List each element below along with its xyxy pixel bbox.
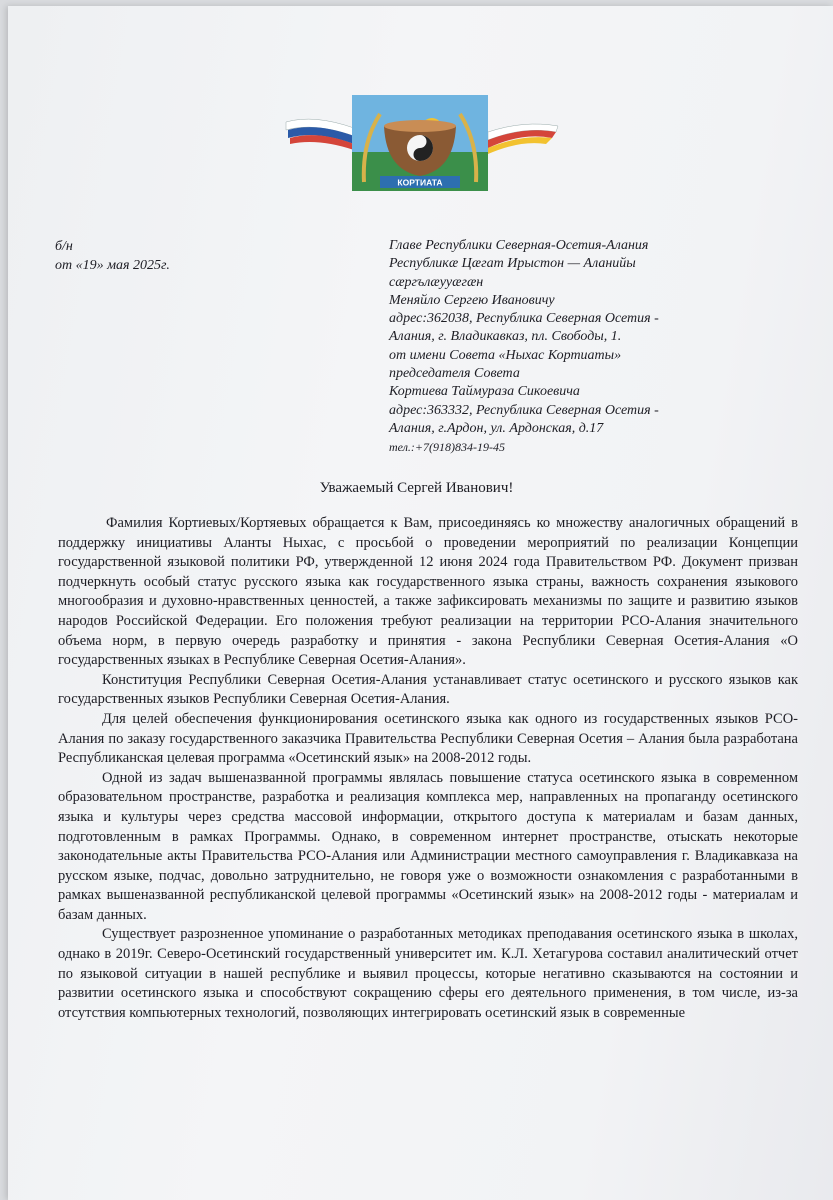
reference-number: б/н — [55, 239, 73, 254]
addressee-line: Республикæ Цæгат Ирыстон — Аланийы — [389, 256, 636, 272]
body-paragraph: Фамилия Кортиевых/Кортяевых обращается к Вам, присоединяясь ко множеству аналогичных обращений в поддержку инициативы Аланты Ныхас, с просьбой о проведении мероприятий по реализации Концепции государственной языковой политики РФ, утвержденной 12 июня 2024 года Правительством РФ. Документ призван подчеркнуть особый статус русского языка как государственного языка страны, важность сохранения языкового многообразия и духовно-нравственных ценностей, а также зафиксировать механизмы по защите и развитию языков народов Российской Федерации. Его положения требуют реализации на территории РСО-Алания значительного объема норм, в первую очередь разработку и принятия - закона Республики Северная Осетия-Алания «О государственных языках в Республике Северная Осетия-Алания». — [58, 515, 798, 669]
addressee-line: председателя Совета — [389, 366, 520, 382]
addressee-line: Меняйло Сергею Ивановичу — [389, 292, 555, 308]
addressee-line: Главе Республики Северная-Осетия-Алания — [389, 238, 649, 253]
letter-date: от «19» мая 2025г. — [55, 258, 170, 273]
salutation: Уважаемый Сергей Иванович! — [319, 480, 514, 496]
body-paragraph: Конституция Республики Северная Осетия-Алания устанавливает статус осетинского и русского языков как государственных языков Республики Северная Осетия-Алания. — [58, 671, 798, 708]
addressee-line: Алания, г. Владикавказ, пл. Свободы, 1. — [389, 329, 622, 345]
addressee-line: от имени Совета «Ныхас Кортиаты» — [389, 347, 622, 363]
addressee-line: сæргълæууæгæн — [389, 274, 484, 290]
addressee-line: адрес:363332, Республика Северная Осетия - — [389, 402, 659, 418]
body-paragraph: Существует разрозненное упоминание о разработанных методиках преподавания осетинского языка в школах, однако в 2019г. Северо-Осетинский государственный университет им. К.Л. Хетагурова составил аналитический отчет по языковой ситуации в нашей республике и выявил процессы, которые негативно сказываются на состоянии и развитии осетинского языка и способствуют сокращению сферы его деятельного применения, в том числе, из-за отсутствия компьютерных технологий, позволяющих интегрировать осетинский язык в современные — [58, 926, 798, 1021]
addressee-block — [389, 237, 749, 457]
body-paragraph: Для целей обеспечения функционирования осетинского языка как одного из государственных языков РСО-Алания по заказу государственного заказчика Правительства Республики Северная Осетия – Алания была разработана Республиканская целевая программа «Осетинский язык» на 2008-2012 годы. — [58, 710, 798, 767]
logo-text: КОРТИАТА — [397, 177, 443, 188]
phone-number: тел.:+7(918)834-19-45 — [389, 440, 506, 455]
addressee-line: адрес:362038, Республика Северная Осетия - — [389, 311, 659, 327]
organization-logo — [284, 92, 560, 194]
body-paragraph: Одной из задач вышеназванной программы являлась повышение статуса осетинского языка в современном образовательном пространстве, разработка и реализация комплекса мер, направленных на пропаганду осетинского языка и культуры через средства массовой информации, открытого доступа к материалам и базам данных, подготовленным в рамках Программы. Однако, в современном интернет пространстве, отыскать некоторые законодательные акты Правительства РСО-Алания или Администрации местного самоуправления г. Владикавказа на русском языке, подчас, довольно затруднительно, не говоря уже о возможности ознакомления с разработанными в рамках вышеназванной республиканской целевой программы «Осетинский язык» на 2008-2012 годы - материалам и базам данных. — [58, 769, 798, 923]
addressee-line: Кортиева Таймураза Сикоевича — [389, 384, 580, 400]
letter-body — [58, 514, 798, 1023]
letter-reference — [55, 237, 170, 275]
addressee-line: Алания, г.Ардон, ул. Ардонская, д.17 — [389, 420, 604, 436]
